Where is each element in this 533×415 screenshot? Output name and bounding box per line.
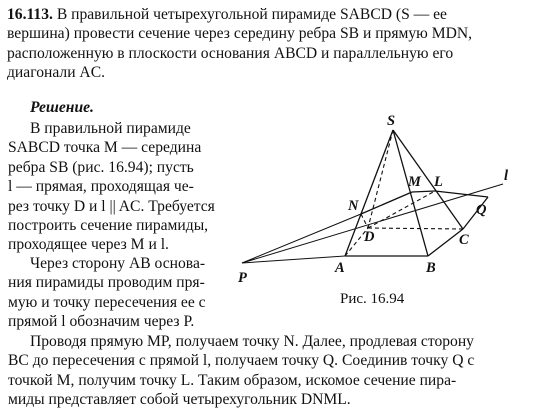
- edge-DC: [368, 228, 463, 229]
- label-M: M: [408, 174, 421, 190]
- problem-line: диагонали AC.: [7, 64, 105, 82]
- label-A: A: [335, 260, 345, 276]
- text-line: построить сечение пирамиды,: [8, 217, 209, 235]
- label-D: D: [364, 229, 375, 245]
- edge-SD: [368, 130, 393, 228]
- text-line: ребра SB (рис. 16.94); пусть: [8, 158, 194, 176]
- problem-line: вершина) провести сечение через середину ребра SB и прямую MDN,: [7, 25, 473, 43]
- text-line: проходящее через M и l.: [8, 236, 169, 254]
- solution-heading: Решение.: [30, 99, 94, 116]
- text-line: точкой M, получим точку L. Таким образом, искомое сечение пира-: [8, 371, 457, 389]
- text-line: ния пирамиды проводим пря-: [8, 274, 205, 292]
- label-L: L: [434, 174, 443, 190]
- pyramid-figure: [236, 106, 533, 292]
- text-line: Через сторону AB основа-: [30, 255, 206, 272]
- label-l: l: [504, 168, 509, 184]
- problem-line: 16.113. В правильной четырехугольной пирамиде SABCD (S — ее: [7, 6, 447, 23]
- text-line: BC до пересечения с прямой l, получаем точку Q. Соединив точку Q с: [8, 352, 475, 370]
- figure-caption: Рис. 16.94: [340, 291, 405, 307]
- label-N: N: [348, 198, 359, 214]
- text-line: l — прямая, проходящая че-: [8, 178, 194, 196]
- label-C: C: [459, 232, 469, 248]
- text-line: миды представляет собой четырехугольник DNML.: [8, 391, 351, 409]
- label-S: S: [387, 113, 396, 129]
- solution-paragraph-3: [8, 332, 530, 410]
- text-line: мую и точку пересечения ее с: [8, 293, 206, 311]
- text-line: прямой l обозначим через P.: [8, 313, 195, 331]
- label-Q: Q: [476, 202, 487, 218]
- label-P: P: [238, 270, 247, 286]
- label-B: B: [426, 260, 436, 276]
- line-l: [242, 184, 503, 263]
- problem-line: расположенную в плоскости основания ABCD и параллельную его: [7, 44, 454, 62]
- pyramid-diagram: [236, 106, 533, 292]
- text-line: Проводя прямую MP, получаем точку N. Далее, продлевая сторону: [30, 333, 474, 350]
- line-ML: [412, 191, 435, 192]
- solution-paragraph-1: [8, 119, 240, 255]
- text-line: рез точку D и l || AC. Требуется: [8, 197, 215, 215]
- edge-BC: [428, 229, 463, 256]
- text-line: SABCD точка M — середина: [8, 139, 202, 157]
- problem-statement: [7, 5, 527, 83]
- solution-paragraph-2: [8, 254, 240, 332]
- text-line: В правильной пирамиде: [30, 120, 191, 137]
- problem-number: 16.113.: [7, 6, 53, 23]
